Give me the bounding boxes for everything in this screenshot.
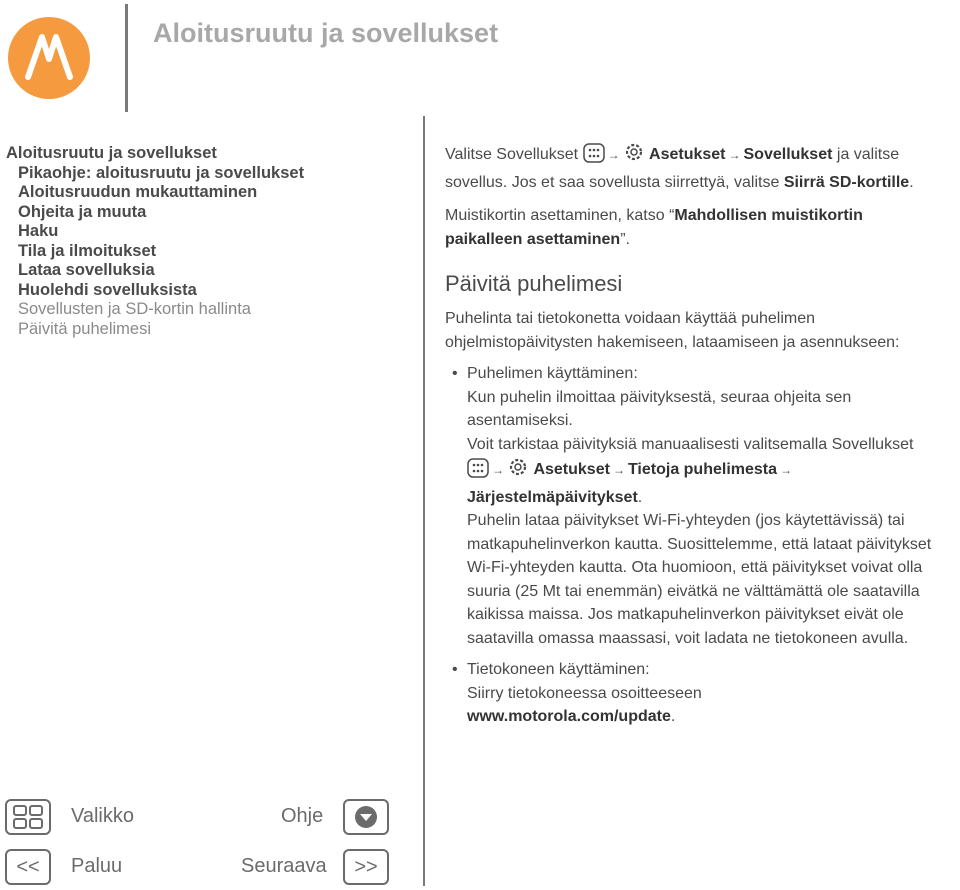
toc-item[interactable]: Huolehdi sovelluksista: [18, 280, 197, 299]
chevron-down-circle-icon: [345, 801, 387, 833]
header-divider: [125, 4, 128, 112]
page-title: Aloitusruutu ja sovellukset: [153, 18, 499, 48]
paragraph-computer: Siirry tietokoneessa osoitteeseen www.motorola.com/update.: [467, 684, 702, 725]
paragraph-intro: Puhelinta tai tietokonetta voidaan käyttää puhelimen ohjelmistopäivitysten hakemiseen, lataamiseen ja asennukseen:: [445, 310, 900, 351]
section-title: Päivitä puhelimesi: [445, 271, 623, 296]
settings-gear-icon: [507, 456, 529, 486]
update-url-link[interactable]: www.motorola.com/update: [467, 708, 671, 725]
main-content: [445, 141, 935, 729]
paragraph-download-info: Puhelin lataa päivitykset Wi-Fi-yhteyden (jos käytettävissä) tai matkapuhelinverkon kautta. Suosittelemme, että lataat päivitykset Wi-Fi-yhteyden kautta. Ota huomioon, että päivitykset voivat olla suuria (25 Mt tai enemmän) eivätkä ne välttämättä ole saatavilla kaikissa maissa. Jos matkapuhelinverkon päivitykset eivät ole saatavilla omassa maassasi, voit ladata ne tietokoneen avulla.: [467, 512, 932, 647]
grid-icon: [7, 801, 49, 833]
arrow-right-icon: →: [612, 463, 625, 477]
toc-item[interactable]: Ohjeita ja muuta: [18, 202, 147, 221]
paragraph-manual-check: Voit tarkistaa päivityksiä manuaalisesti valitsemalla Sovellukset → Asetukset → Tietoja puhelimesta → Järjestelmäpäivitykset.: [467, 435, 914, 506]
toc-item[interactable]: Tila ja ilmoitukset: [18, 241, 157, 260]
toc-heading[interactable]: Aloitusruutu ja sovellukset: [6, 144, 217, 162]
arrow-right-icon: →: [492, 463, 504, 477]
back-button[interactable]: [5, 849, 51, 885]
menu-label[interactable]: Valikko: [71, 805, 134, 827]
table-of-contents: [6, 144, 406, 339]
toc-item-current[interactable]: Päivitä puhelimesi: [18, 319, 151, 338]
next-label[interactable]: Seuraava: [241, 855, 327, 877]
column-divider: [423, 116, 425, 886]
back-label[interactable]: Paluu: [71, 855, 123, 877]
paragraph-apps-path: Valitse Sovellukset → Asetukset → Sovellukset ja valitse sovellus. Jos et saa sovellusta siirrettyä, valitse Siirrä SD-kortille.: [445, 141, 935, 194]
apps-icon: [467, 458, 489, 486]
arrow-right-icon: →: [780, 463, 793, 477]
bullet-computer: • Tietokoneen käyttäminen:: [445, 658, 935, 682]
arrow-right-icon: →: [728, 148, 741, 162]
motorola-logo: [8, 17, 90, 99]
settings-gear-icon: [623, 141, 645, 171]
menu-button[interactable]: [5, 799, 51, 835]
double-chevron-left-icon: <<: [16, 856, 40, 878]
double-chevron-right-icon: >>: [354, 856, 378, 878]
toc-item[interactable]: Aloitusruudun mukauttaminen: [18, 183, 258, 201]
toc-item[interactable]: Haku: [18, 222, 59, 240]
toc-item[interactable]: Lataa sovelluksia: [18, 261, 155, 279]
apps-icon: [583, 143, 605, 171]
link-insert-card[interactable]: Mahdollisen muistikortin paikalleen asettaminen: [445, 207, 863, 248]
next-button[interactable]: [343, 849, 389, 885]
paragraph-sd-card: Muistikortin asettaminen, katso “Mahdollisen muistikortin paikalleen asettaminen”.: [445, 207, 863, 248]
toc-item[interactable]: Pikaohje: aloitusruutu ja sovellukset: [18, 163, 305, 182]
bullet-phone: • Puhelimen käyttäminen:: [445, 362, 935, 386]
arrow-right-icon: →: [607, 148, 620, 162]
help-label[interactable]: Ohje: [281, 805, 324, 827]
help-button[interactable]: [343, 799, 389, 835]
toc-item[interactable]: Sovellusten ja SD-kortin hallinta: [18, 300, 251, 318]
paragraph-notify: Kun puhelin ilmoittaa päivityksestä, seuraa ohjeita sen asentamiseksi.: [467, 388, 852, 429]
